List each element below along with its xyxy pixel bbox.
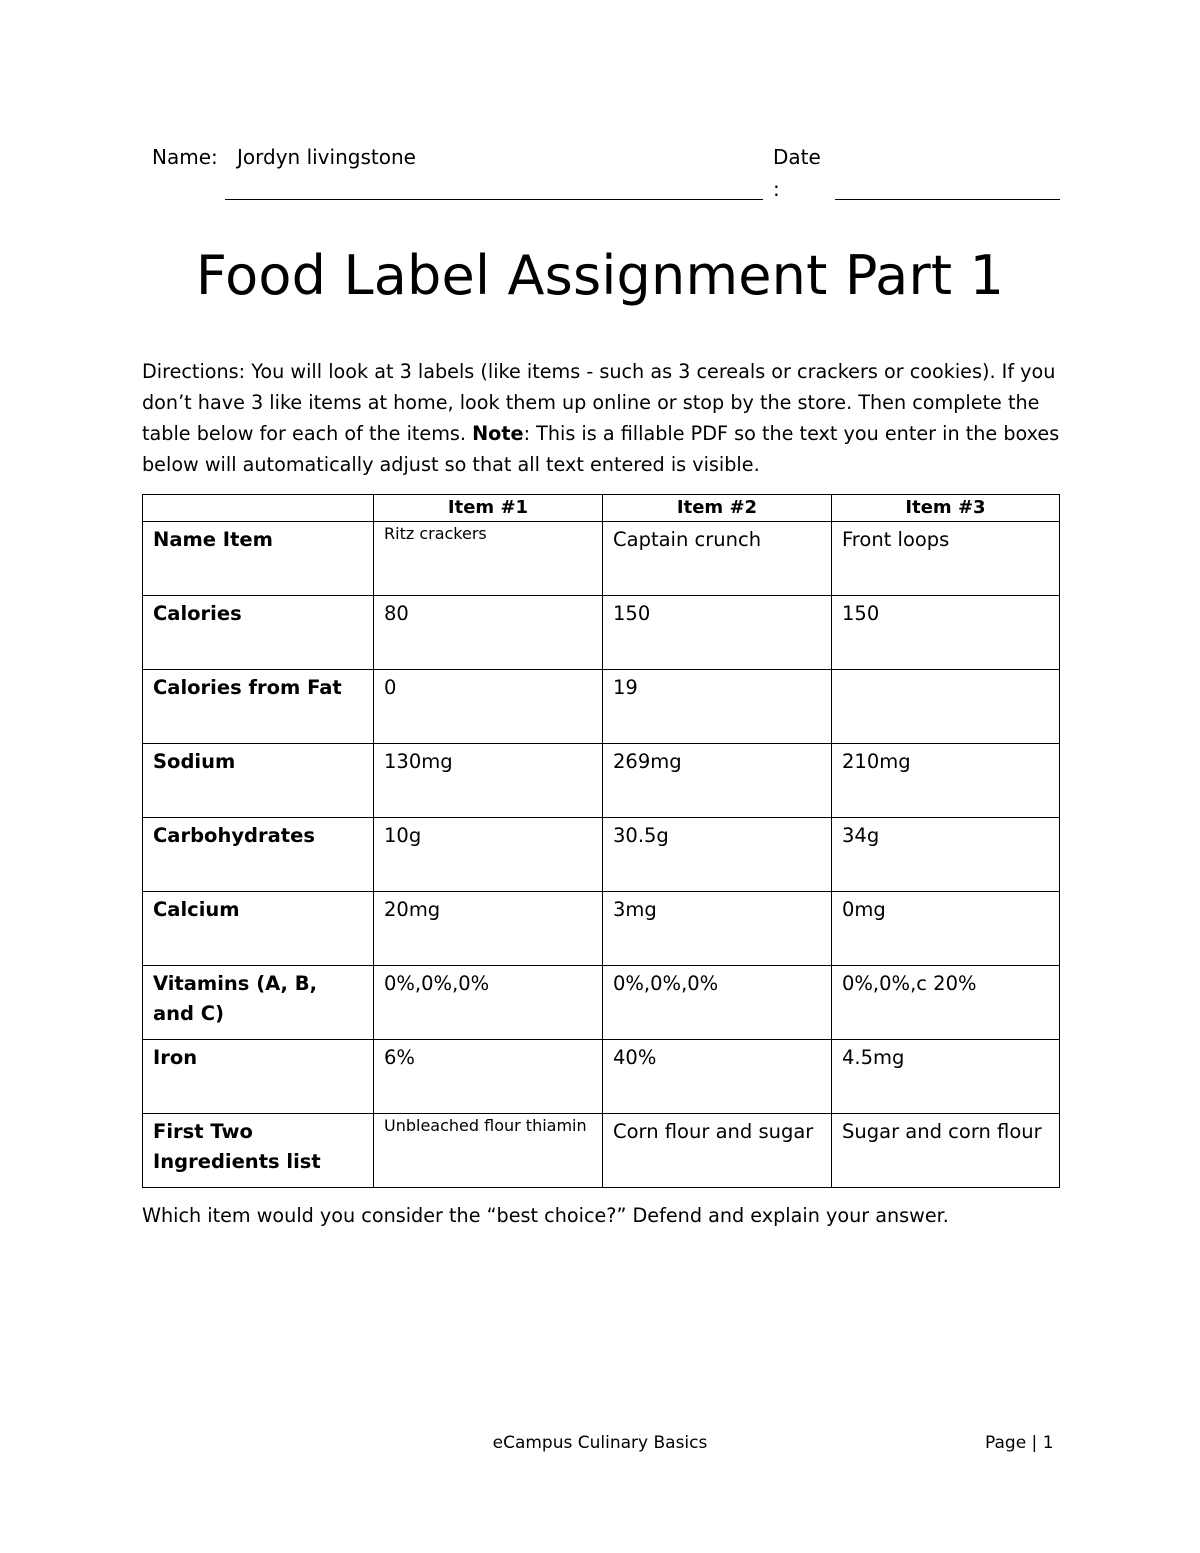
cell-input[interactable]: Corn flour and sugar: [603, 1114, 832, 1188]
name-field[interactable]: Jordyn livingstone: [237, 145, 416, 169]
row-label: First Two Ingredients list: [143, 1114, 374, 1188]
header-item-1: Item #1: [374, 495, 603, 522]
table-row: [143, 818, 1060, 892]
header-item-3: Item #3: [832, 495, 1060, 522]
cell-input[interactable]: 150: [832, 596, 1060, 670]
cell-input[interactable]: Front loops: [832, 522, 1060, 596]
cell-input[interactable]: 130mg: [374, 744, 603, 818]
cell-input[interactable]: [832, 670, 1060, 744]
date-label: Date: [773, 145, 821, 169]
cell-input[interactable]: Ritz crackers: [374, 522, 603, 596]
cell-input[interactable]: 0%,0%,0%: [603, 966, 832, 1040]
row-label: Iron: [143, 1040, 374, 1114]
footer-course-name: eCampus Culinary Basics: [492, 1433, 708, 1453]
cell-input[interactable]: 0: [374, 670, 603, 744]
date-field[interactable]: [835, 199, 1060, 200]
header-empty: [143, 495, 374, 522]
cell-input[interactable]: 0%,0%,0%: [374, 966, 603, 1040]
cell-input[interactable]: Unbleached flour thiamin: [374, 1114, 603, 1188]
row-label: Calories from Fat: [143, 670, 374, 744]
cell-input[interactable]: Sugar and corn flour: [832, 1114, 1060, 1188]
row-label: Calories: [143, 596, 374, 670]
cell-input[interactable]: 3mg: [603, 892, 832, 966]
header-item-2: Item #2: [603, 495, 832, 522]
cell-input[interactable]: 6%: [374, 1040, 603, 1114]
row-label: Vitamins (A, B, and C): [143, 966, 374, 1040]
row-label: Calcium: [143, 892, 374, 966]
cell-input[interactable]: 20mg: [374, 892, 603, 966]
cell-input[interactable]: 80: [374, 596, 603, 670]
date-colon: :: [773, 177, 780, 201]
cell-input[interactable]: 40%: [603, 1040, 832, 1114]
table-row: [143, 596, 1060, 670]
cell-input[interactable]: 10g: [374, 818, 603, 892]
table-row: [143, 892, 1060, 966]
directions-tail: : This is a fillable PDF so the text you enter in the boxes below will automatically adjust so that all text entered is visible.: [142, 422, 1060, 476]
footer-page-number: Page | 1: [985, 1433, 1054, 1453]
cell-input[interactable]: 4.5mg: [832, 1040, 1060, 1114]
nutrition-table: [142, 494, 1060, 1188]
table-row: [143, 744, 1060, 818]
cell-input[interactable]: 0mg: [832, 892, 1060, 966]
row-label: Carbohydrates: [143, 818, 374, 892]
question-prompt: Which item would you consider the “best choice?” Defend and explain your answer.: [142, 1204, 949, 1227]
table-row: [143, 966, 1060, 1040]
name-underline: [225, 199, 763, 200]
table-row: [143, 670, 1060, 744]
cell-input[interactable]: 0%,0%,c 20%: [832, 966, 1060, 1040]
cell-input[interactable]: 150: [603, 596, 832, 670]
cell-input[interactable]: 34g: [832, 818, 1060, 892]
directions-paragraph: [142, 356, 1067, 480]
directions-lead: Directions: You will look at 3 labels (like items - such as 3 cereals or crackers or cookies). If you don’t have 3 like items at home, look them up online or stop by the store. Then complete the table below for each of the items.: [142, 360, 1056, 445]
table-row: [143, 1114, 1060, 1188]
cell-input[interactable]: 269mg: [603, 744, 832, 818]
row-label: Name Item: [143, 522, 374, 596]
directions-note-label: Note: [472, 422, 524, 445]
table-header-row: [143, 495, 1060, 522]
row-label: Sodium: [143, 744, 374, 818]
cell-input[interactable]: 30.5g: [603, 818, 832, 892]
cell-input[interactable]: Captain crunch: [603, 522, 832, 596]
page-title: Food Label Assignment Part 1: [195, 244, 1005, 307]
table-row: [143, 1040, 1060, 1114]
cell-input[interactable]: 210mg: [832, 744, 1060, 818]
table-row: [143, 522, 1060, 596]
cell-input[interactable]: 19: [603, 670, 832, 744]
name-label: Name:: [152, 145, 218, 169]
